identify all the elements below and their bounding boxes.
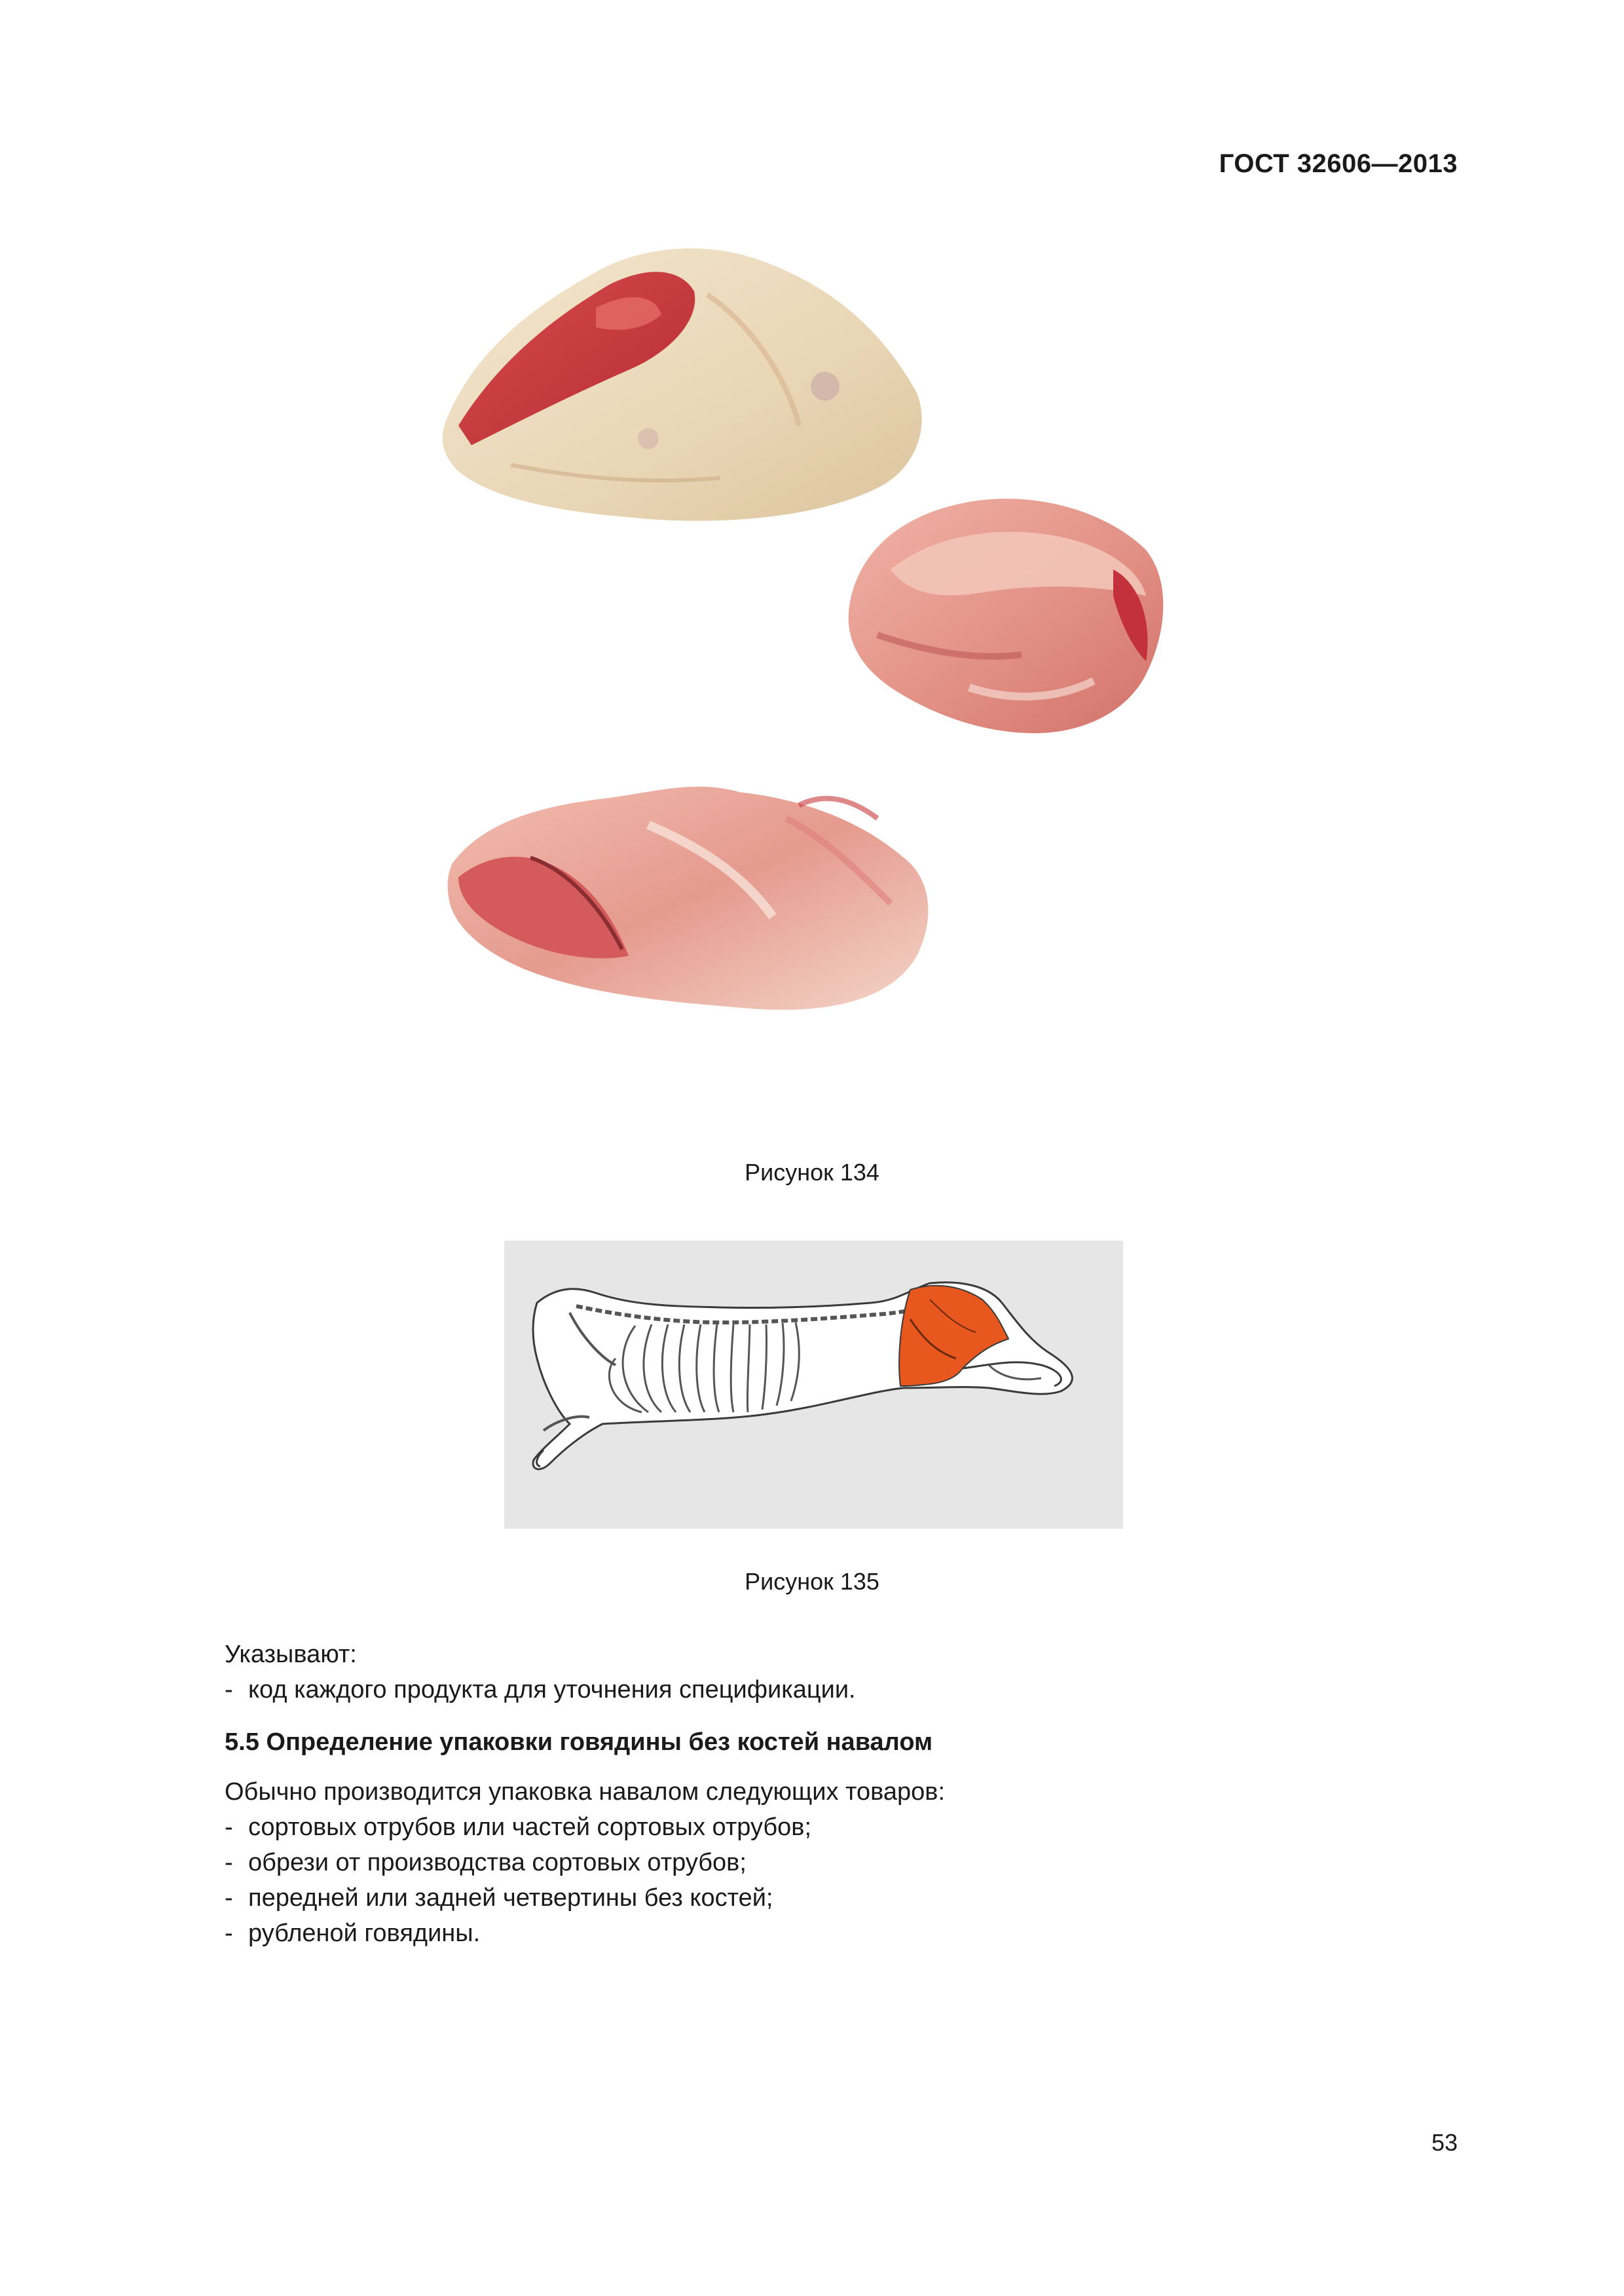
- list-item: - рубленой говядины.: [225, 1920, 481, 1947]
- list-item: - сортовых отрубов или частей сортовых отрубов;: [225, 1813, 812, 1841]
- figure-135-caption: Рисунок 135: [745, 1568, 879, 1595]
- section-list: [225, 1810, 1469, 1951]
- list-item: - код каждого продукта для уточнения спецификации.: [225, 1676, 856, 1704]
- specify-block: [225, 1637, 1469, 1707]
- meat-cut-top: [443, 248, 922, 520]
- specify-list: [225, 1672, 1469, 1707]
- list-item: - обрези от производства сортовых отрубов;: [225, 1849, 747, 1876]
- section-title: 5.5 Определение упаковки говядины без костей навалом: [225, 1728, 933, 1756]
- specify-intro: Указывают:: [225, 1641, 357, 1668]
- figure-134-caption: Рисунок 134: [745, 1159, 879, 1186]
- section-intro: Обычно производится упаковка навалом следующих товаров:: [225, 1778, 946, 1806]
- section-body: [225, 1774, 1469, 1951]
- document-code: ГОСТ 32606—2013: [1219, 149, 1458, 178]
- list-item: - передней или задней четвертины без костей;: [225, 1884, 773, 1912]
- figure-135-diagram: [504, 1241, 1123, 1529]
- page-number: 53: [1431, 2129, 1458, 2156]
- meat-cut-middle: [849, 499, 1164, 733]
- figure-134-image: [432, 229, 1251, 1100]
- meat-cut-bottom: [448, 786, 929, 1010]
